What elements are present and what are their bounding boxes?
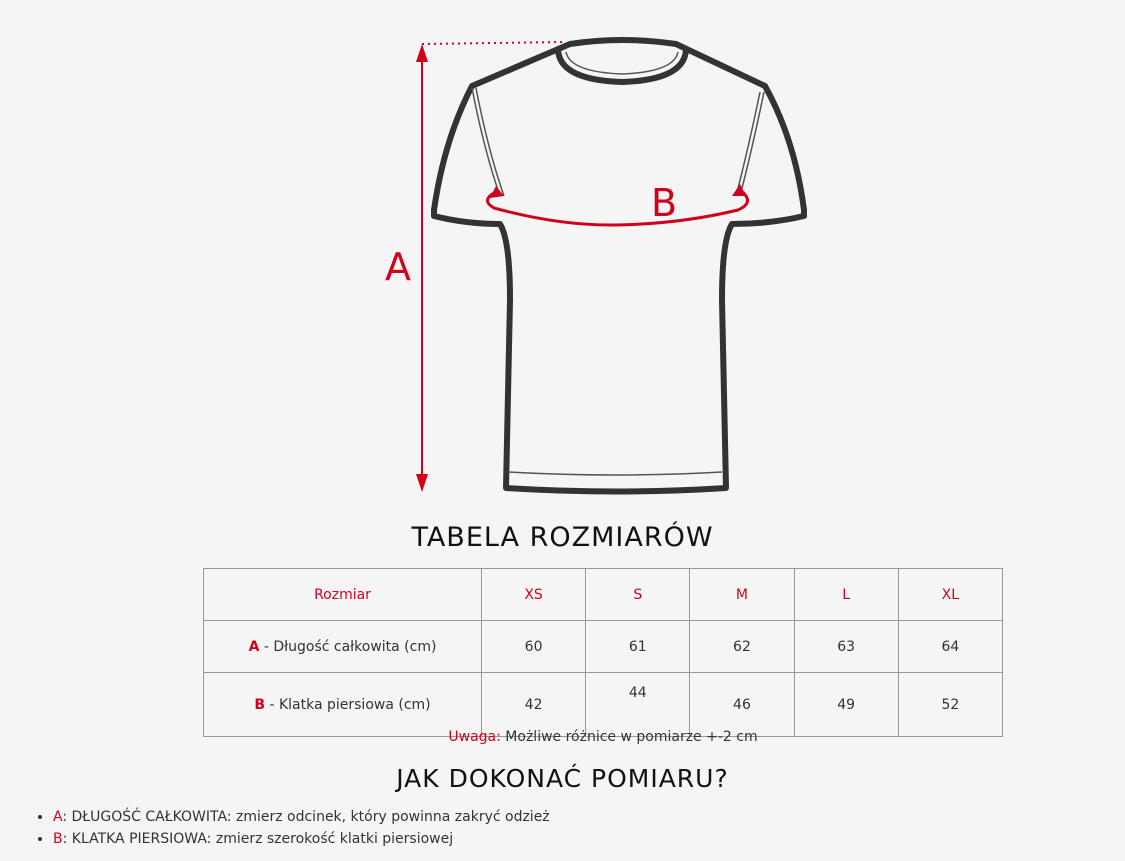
tshirt-seams: [472, 52, 764, 475]
row-b-m: 46: [690, 673, 794, 737]
howto-b-text: zmierz szerokość klatki piersiowej: [211, 831, 454, 847]
howto-a-text: zmierz odcinek, który powinna zakryć odzież: [231, 809, 550, 825]
tshirt-outline: [434, 40, 804, 492]
size-table: [203, 568, 1003, 737]
header-size-l: L: [794, 569, 898, 621]
howto-a-name: : DŁUGOŚĆ CAŁKOWITA:: [62, 809, 232, 825]
measure-a-line: [416, 42, 566, 492]
row-a-xs: 60: [482, 621, 586, 673]
row-a-key: A: [248, 638, 260, 655]
row-a-l: 63: [794, 621, 898, 673]
header-size-xl: XL: [898, 569, 1002, 621]
howto-a-key: A: [53, 809, 63, 825]
row-a-label: [204, 621, 482, 673]
howto-title: JAK DOKONAĆ POMIARU?: [396, 764, 729, 793]
row-b-label: [204, 673, 482, 737]
row-b-text: - Klatka piersiowa (cm): [265, 696, 431, 713]
list-item: [53, 828, 550, 850]
measure-b-line: [487, 190, 747, 225]
row-b-xl: 52: [898, 673, 1002, 737]
row-b-xs: 42: [482, 673, 586, 737]
note-text: Możliwe różnice w pomiarze +-2 cm: [500, 729, 758, 745]
howto-b-key: B: [53, 831, 63, 847]
header-size-xs: XS: [482, 569, 586, 621]
howto-b-name: : KLATKA PIERSIOWA:: [62, 831, 212, 847]
list-item: [53, 806, 550, 828]
size-table-title: TABELA ROZMIARÓW: [411, 522, 714, 553]
header-size-s: S: [586, 569, 690, 621]
row-b-s: 44: [586, 673, 690, 737]
header-size-m: M: [690, 569, 794, 621]
table-row: [204, 673, 1003, 737]
measure-b-label: B: [650, 181, 678, 225]
note-label: Uwaga:: [448, 729, 501, 745]
header-size-label: Rozmiar: [204, 569, 482, 621]
row-b-key: B: [254, 696, 266, 713]
row-a-s: 61: [586, 621, 690, 673]
measurement-note: [0, 729, 1125, 745]
row-a-m: 62: [690, 621, 794, 673]
row-b-l: 49: [794, 673, 898, 737]
measure-b-arrows: [490, 184, 746, 198]
row-a-text: - Długość całkowita (cm): [259, 638, 437, 655]
row-a-xl: 64: [898, 621, 1002, 673]
howto-list: [16, 806, 550, 850]
table-row: [204, 621, 1003, 673]
measure-a-label: A: [385, 245, 411, 289]
size-table-header-row: [204, 569, 1003, 621]
